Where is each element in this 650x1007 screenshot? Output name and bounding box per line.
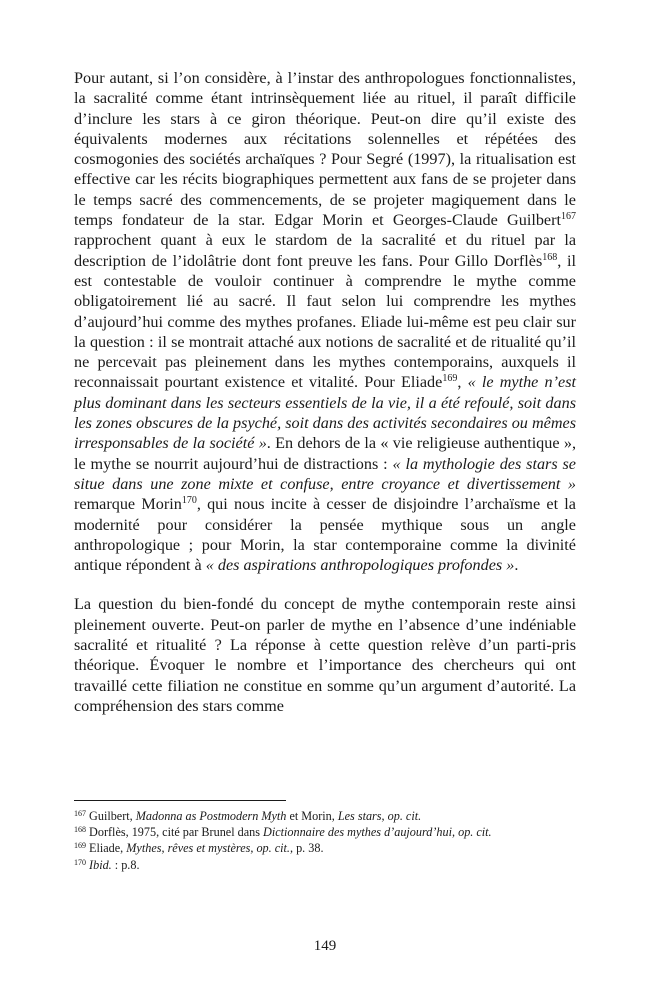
footnote-ref-168[interactable]: 168 xyxy=(542,251,558,263)
text-run: remarque Morin xyxy=(74,495,182,514)
text-run: rapprochent quant à eux le stardom de la sacralité et du rituel par la description de l’idolâtrie dont font preuve les fans. Pour Gillo Dorflès xyxy=(74,231,576,270)
footnote-168 xyxy=(74,824,576,840)
quote-morin-aspirations: « des aspirations anthropologiques profondes » xyxy=(205,556,515,575)
page-number: 149 xyxy=(313,938,337,954)
footnote-title: Dictionnaire des mythes d’aujourd’hui, op. cit. xyxy=(263,825,492,840)
text-run: Pour autant, si l’on considère, à l’instar des anthropologues fonctionnalistes, la sacralité comme étant intrinsèquement liée au rituel, il paraît difficile d’inclure les stars à ce giron théorique. Peut-on dire qu’il existe des équivalents modernes aux récitations solennelles et répétées des cosmogonies des sociétés archaïques ? Pour Segré (1997), la ritualisation est effective car les récits biographiques permettent aux fans de se projeter dans le temps sacré des commencements, de se projeter magiquement dans le temps fondateur de la star. Edgar Morin et Georges-Claude Guilbert xyxy=(74,69,576,230)
footnote-separator xyxy=(74,800,286,801)
paragraph-2: La question du bien-fondé du concept de mythe contemporain reste ainsi pleinement ouverte. Peut-on parler de mythe en l’absence d’une indéniable sacralité et ritualité ? La réponse à cette question relève d’un parti-pris théorique. Évoquer le nombre et l’importance des chercheurs qui ont travaillé cette filiation ne constitue en somme qu’un argument d’autorité. La compréhension des stars comme xyxy=(74,595,576,715)
footnote-title: Ibid. xyxy=(89,857,112,872)
footnote-text: Dorflès, 1975, cité par Brunel dans xyxy=(86,825,264,840)
footnote-text: : p.8. xyxy=(111,857,140,872)
quote-eliade: « le mythe n’est plus dominant dans les secteurs essentiels de la vie, il a été refoulé, soit dans les zones obscures de la psyché, soit dans des activités secondaires ou mêmes irresponsables de la société » xyxy=(74,373,577,453)
footnote-number: 167 xyxy=(74,809,86,818)
footnote-ref-169[interactable]: 169 xyxy=(442,373,458,385)
quote-morin: « la mythologie des stars se situe dans une zone mixte et confuse, entre croyance et divertissement » xyxy=(74,454,576,493)
footnote-number: 168 xyxy=(74,825,86,835)
footnote-169 xyxy=(74,840,576,856)
footnote-text: p. 38. xyxy=(293,841,324,856)
footnotes xyxy=(74,808,576,873)
footnote-text: Guilbert, xyxy=(86,809,136,823)
footnote-number: 169 xyxy=(74,841,86,851)
text-run: , qui nous incite à cesser de disjoindre l’archaïsme et la modernité pour considérer la pensée mythique sous un angle anthropologique ; pour Morin, la star contemporaine comme la divinité antique répondent à xyxy=(74,495,576,575)
page-body xyxy=(74,68,576,716)
footnote-number: 170 xyxy=(74,857,86,867)
footnote-title: Les stars, op. cit. xyxy=(337,809,422,823)
footnote-title: Mythes, rêves et mystères, op. cit., xyxy=(126,841,294,856)
footnote-text: Eliade, xyxy=(86,841,127,856)
footnote-title: Madonna as Postmodern Myth xyxy=(135,809,287,823)
footnote-ref-170[interactable]: 170 xyxy=(181,495,197,507)
footnote-170 xyxy=(74,857,576,873)
text-run: . En dehors de la « vie religieuse authentique », le mythe se nourrit aujourd’hui de distractions : xyxy=(74,434,576,473)
paragraph-1 xyxy=(74,68,576,575)
footnote-ref-167[interactable]: 167 xyxy=(561,211,576,223)
text-run: . xyxy=(514,556,519,575)
text-run: , xyxy=(457,373,468,392)
text-run: , il est contestable de vouloir continuer à comprendre le mythe comme obligatoirement lié au sacré. Il faut selon lui comprendre les mythes d’aujourd’hui comme des mythes profanes. Eliade lui-même est peu clair sur la question : il se montrait attaché aux notions de sacralité et de ritualité qu’il ne percevait pas pleinement dans les mythes contemporains, auxquels il reconnaissait pourtant existence et vitalité. Pour Eliade xyxy=(74,251,577,392)
footnote-167 xyxy=(74,808,576,824)
footnote-text: et Morin, xyxy=(286,809,338,823)
